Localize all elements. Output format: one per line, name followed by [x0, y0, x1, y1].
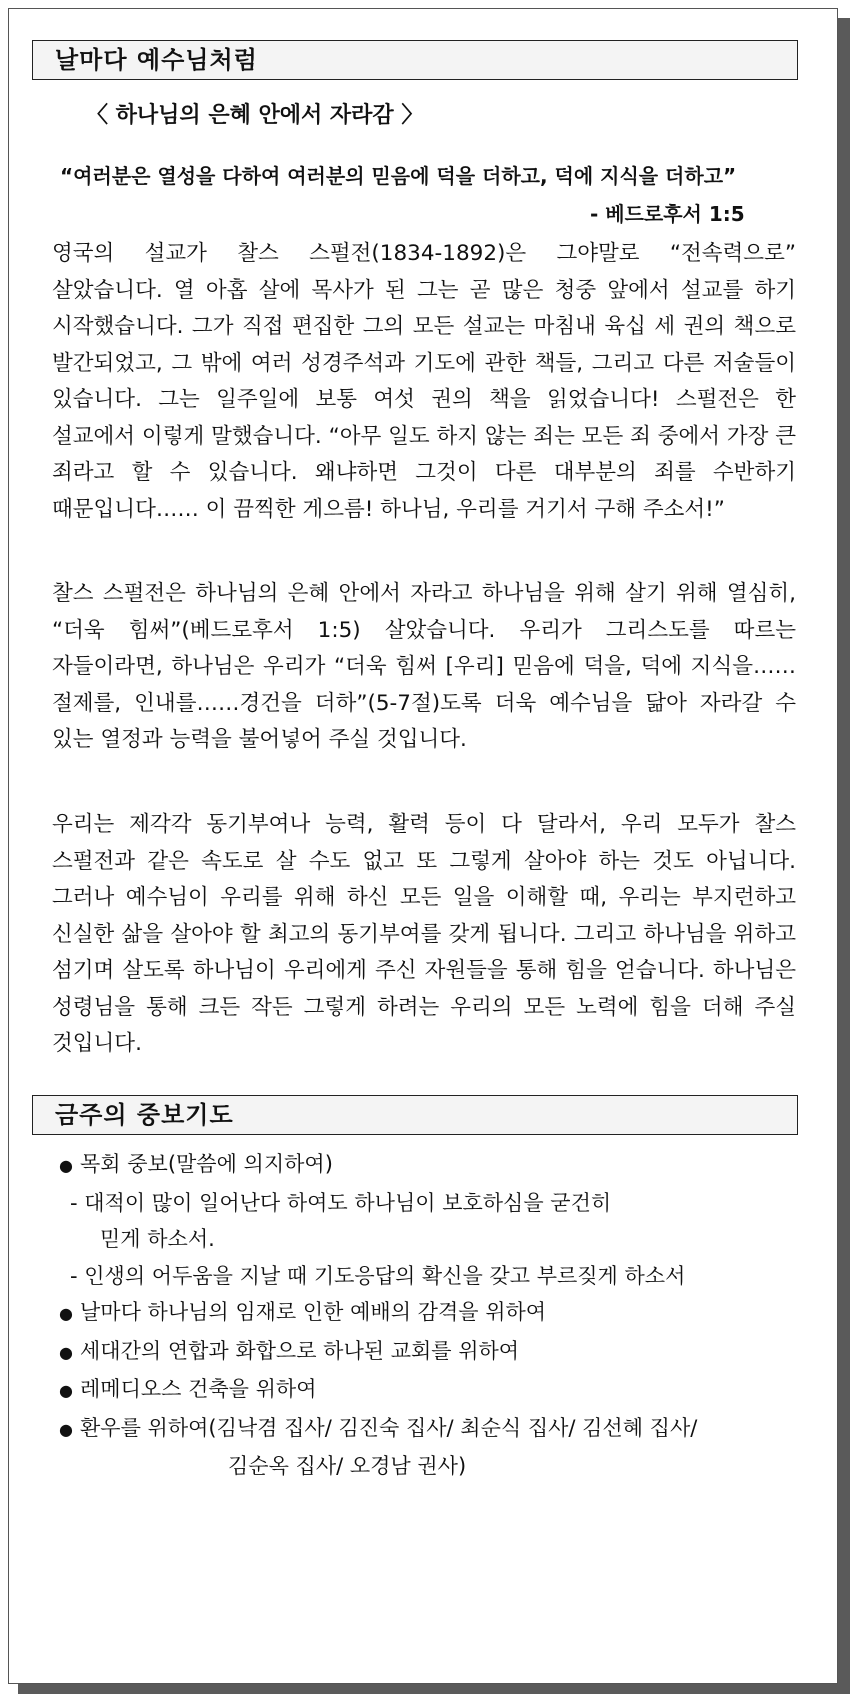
prayer-list — [52, 1146, 812, 1485]
bullet-icon: ● — [59, 1419, 73, 1439]
devotion-title: 날마다 예수님처럼 — [55, 46, 258, 74]
prayer-item: ● 레메디오스 건축을 위하여 — [52, 1371, 812, 1410]
bullet-icon: ● — [59, 1304, 73, 1323]
prayer-subitem: - 인생의 어두움을 지날 때 기도응답의 확신을 갖고 부르짖게 하소서 — [70, 1263, 686, 1288]
devotion-subtitle: 〈 하나님의 은혜 안에서 자라감 〉 — [86, 103, 424, 128]
bullet-icon: ● — [59, 1156, 73, 1175]
prayer-subitem-continuation: 믿게 하소서. — [100, 1227, 215, 1251]
prayer-header — [32, 1095, 798, 1135]
prayer-title: 금주의 중보기도 — [55, 1101, 234, 1129]
bullet-icon: ● — [59, 1342, 73, 1362]
devotion-paragraph-3: 우리는 제각각 동기부여나 능력, 활력 등이 다 달라서, 우리 모두가 찰스 스펄전과 같은 속도로 살 수도 없고 또 그렇게 살아야 하는 것도 아닙니다. 그러나 예수님이 우리를 위해 하신 모든 일을 이해할 때, 우리는 부지런하고 신실한 삶을 살아야 할 최고의 동기부여를 갖게 됩니다. 그리고 하나님을 위하고 섬기며 살도록 하나님이 우리에게 주신 자원들을 통해 힘을 얻습니다. 하나님은 성령님을 통해 크든 작든 그렇게 하려는 우리의 모든 노력에 힘을 더해 주실 것입니다. — [52, 812, 796, 1056]
prayer-item: ● 날마다 하나님의 임재로 인한 예배의 감격을 위하여 — [52, 1294, 812, 1333]
scripture-reference: - 베드로후서 1:5 — [590, 202, 745, 226]
prayer-item: ● 환우를 위하여(김낙겸 집사/ 김진숙 집사/ 최순식 집사/ 김선혜 집사/ — [52, 1410, 812, 1449]
devotion-paragraph-2: 찰스 스펄전은 하나님의 은혜 안에서 자라고 하나님을 위해 살기 위해 열심히, “더욱 힘써”(베드로후서 1:5) 살았습니다. 우리가 그리스도를 따르는 자들이라면, 하나님은 우리가 “더욱 힘써 [우리] 믿음에 덕을, 덕에 지식을…… 절제를, 인내를……경건을 더하”(5-7절)도록 더욱 예수님을 닮아 자라갈 수 있는 열정과 능력을 불어넣어 주실 것입니다. — [52, 581, 796, 752]
prayer-item-continuation: 김순옥 집사/ 오경남 권사) — [228, 1454, 467, 1478]
devotion-paragraph-1: 영국의 설교가 찰스 스펄전(1834-1892)은 그야말로 “전속력으로” 살았습니다. 열 아홉 살에 목사가 된 그는 곧 많은 청중 앞에서 설교를 하기 시작했습니다. 그가 직접 편집한 그의 모든 설교는 마침내 육십 세 권의 책으로 발간되었고, 그 밖에 여러 성경주석과 기도에 관한 책들, 그리고 다른 저술들이 있습니다. 그는 일주일에 보통 여섯 권의 책을 읽었습니다! 스펄전은 한 설교에서 이렇게 말했습니다. “아무 일도 하지 않는 죄는 모든 죄 중에서 가장 큰 죄라고 할 수 있습니다. 왜냐하면 그것이 다른 대부분의 죄를 수반하기 때문입니다…… 이 끔찍한 게으름! 하나님, 우리를 거기서 구해 주소서!” — [52, 241, 796, 522]
devotion-header — [32, 40, 798, 80]
prayer-item: ● 세대간의 연합과 화합으로 하나된 교회를 위하여 — [52, 1333, 812, 1372]
prayer-subitem: - 대적이 많이 일어난다 하여도 하나님이 보호하심을 굳건히 — [70, 1190, 612, 1215]
prayer-item: ● 목회 중보(말씀에 의지하여) — [52, 1146, 812, 1185]
scripture-quote: “여러분은 열성을 다하여 여러분의 믿음에 덕을 더하고, 덕에 지식을 더하고” — [60, 164, 737, 188]
bullet-icon: ● — [59, 1381, 73, 1400]
